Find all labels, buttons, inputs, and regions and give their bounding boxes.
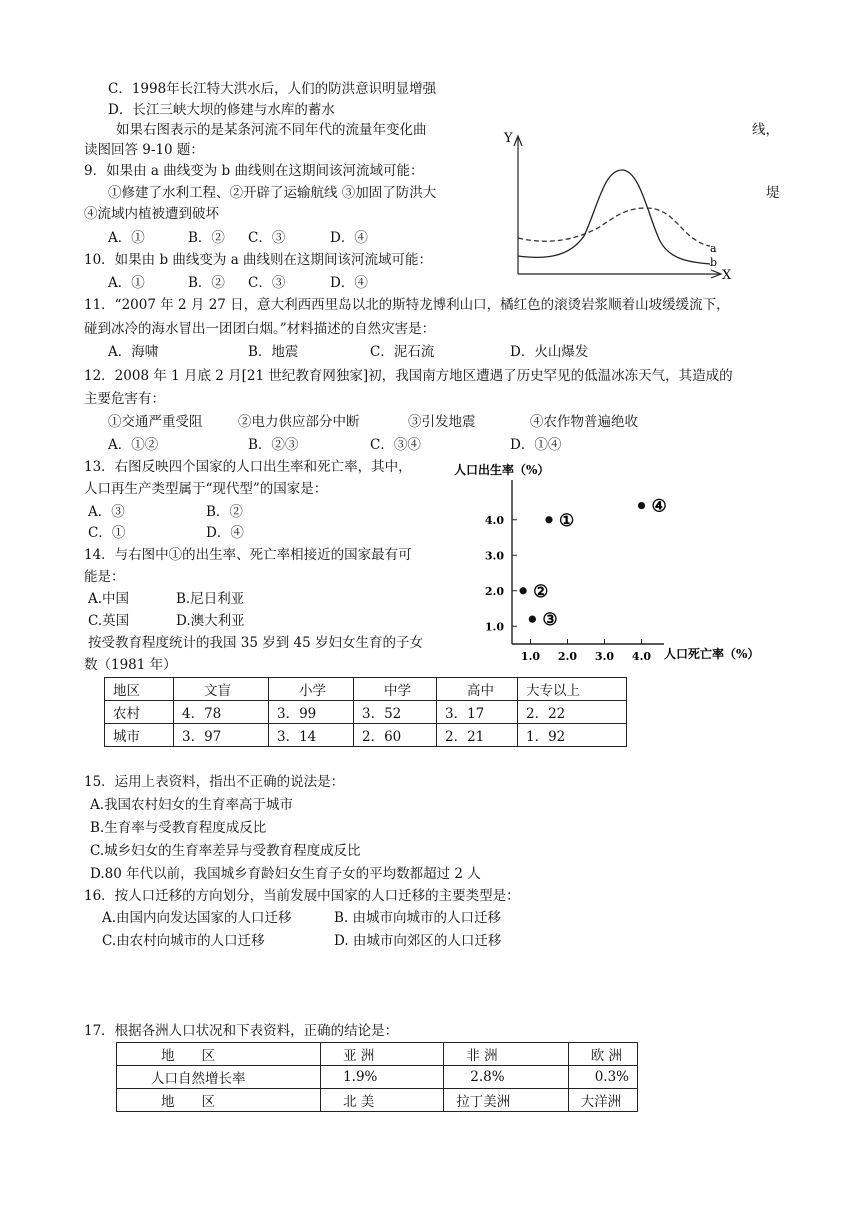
table-cell: 2.8% — [444, 1066, 568, 1089]
table-row — [117, 1043, 638, 1066]
data-point-label: ③ — [542, 610, 558, 631]
option: B．② — [206, 504, 243, 520]
question-14-options-row-2 — [88, 612, 245, 630]
table-cell: 拉丁美洲 — [444, 1089, 568, 1112]
data-point — [529, 616, 536, 623]
table-header-row — [105, 678, 627, 701]
curve-a — [518, 208, 710, 246]
y-axis-label: Y — [504, 131, 513, 146]
curve-b-label: b — [710, 256, 718, 269]
x-axis-label: X — [722, 268, 732, 283]
question-9-choices-4: ④流域内植被遭到破坏 — [84, 206, 219, 222]
table-cell: 3．99 — [269, 701, 354, 724]
data-point — [638, 502, 645, 509]
education-fertility-table — [104, 677, 627, 747]
continent-population-table — [116, 1042, 638, 1112]
table-cell: 3．52 — [354, 701, 437, 724]
table-cell: 2．21 — [437, 724, 518, 747]
intro-9-10: 如果右图表示的是某条河流不同年代的流量年变化曲 — [116, 122, 427, 138]
table-cell: 北 美 — [321, 1089, 444, 1112]
option: A.由国内向发达国家的人口迁移 — [102, 910, 292, 926]
table-cell: 人口自然增长率 — [117, 1066, 321, 1089]
flow-curve-chart — [498, 126, 738, 282]
x-tick-label: 4.0 — [631, 650, 652, 663]
question-14-options-row-1 — [88, 590, 244, 608]
table-cell: 1．92 — [518, 724, 627, 747]
question-9-choices: ①修建了水利工程、②开辟了运输航线 ③加固了防洪大 — [108, 185, 437, 201]
data-point — [545, 516, 552, 523]
option: A．①② — [108, 437, 159, 453]
question-9-options — [108, 229, 368, 247]
data-point — [520, 587, 527, 594]
option: B．地震 — [248, 344, 299, 360]
x-axis-title: 人口死亡率（%） — [664, 647, 760, 661]
question-13-options-row-1 — [88, 503, 243, 521]
question-10: 10．如果由 b 曲线变为 a 曲线则在这期间该河流域可能： — [84, 252, 433, 268]
option: B. 由城市向城市的人口迁移 — [334, 910, 502, 926]
question-15-option-d: D.80 年代以前，我国城乡育龄妇女生育子女的平均数都超过 2 人 — [90, 866, 481, 882]
option: B.尼日利亚 — [176, 591, 245, 607]
curve-b — [518, 170, 710, 264]
x-tick-label: 3.0 — [594, 650, 615, 663]
table-row — [117, 1066, 638, 1089]
table-header-cell: 地区 — [105, 678, 174, 701]
option: A.中国 — [88, 591, 130, 607]
option: D．④ — [330, 275, 368, 291]
x-tick-label: 1.0 — [520, 650, 541, 663]
option: C.由农村向城市的人口迁移 — [102, 933, 265, 949]
table-cell: 亚 洲 — [321, 1043, 444, 1066]
table-cell: 地 区 — [117, 1043, 321, 1066]
question-10-options — [108, 274, 368, 292]
question-11-line-1: 11．“2007 年 2 月 27 日，意大利西西里岛以北的斯特龙博利山口，橘红色的滚烫岩浆顺着山坡缓缓流下， — [84, 297, 730, 313]
table-1-title-line-2: 数（1981 年） — [84, 657, 177, 673]
y-tick-label: 1.0 — [484, 620, 504, 634]
table-cell: 3．97 — [174, 724, 269, 747]
question-12-choices — [108, 413, 638, 431]
question-17: 17．根据各洲人口状况和下表资料，正确的结论是： — [84, 1023, 399, 1039]
table-cell: 地 区 — [117, 1089, 321, 1112]
option-c-1998: C．1998年长江特大洪水后，人们的防洪意识明显增强 — [108, 81, 437, 97]
option: A．③ — [88, 504, 125, 520]
table-cell: 1.9% — [321, 1066, 444, 1089]
table-cell: 2．22 — [518, 701, 627, 724]
question-9: 9．如果由 a 曲线变为 b 曲线则在这期间该河流域可能： — [84, 163, 424, 179]
option: A．海啸 — [108, 344, 159, 360]
table-cell: 2．60 — [354, 724, 437, 747]
choice: ①交通严重受阻 — [108, 414, 203, 430]
question-12-line-1: 12．2008 年 1 月底 2 月[21 世纪教育网独家]初，我国南方地区遭遇了历史罕见的低温冰冻天气，其造成的 — [84, 368, 733, 384]
table-cell: 农村 — [105, 701, 174, 724]
table-header-cell: 高中 — [437, 678, 518, 701]
question-9-choices-end: 堤 — [766, 185, 780, 201]
table-cell: 欧 洲 — [568, 1043, 637, 1066]
question-13-line-1: 13．右图反映四个国家的人口出生率和死亡率，其中， — [84, 459, 412, 475]
option: B．②③ — [248, 437, 299, 453]
curve-a-label: a — [710, 242, 717, 255]
birth-death-rate-chart — [452, 458, 792, 668]
data-point-label: ② — [533, 581, 549, 602]
option: D．④ — [330, 230, 368, 246]
table-cell: 0.3% — [568, 1066, 637, 1089]
option: C．③ — [248, 230, 286, 246]
table-row — [105, 701, 627, 724]
question-15: 15．运用上表资料，指出不正确的说法是： — [84, 774, 345, 790]
table-header-cell: 小学 — [269, 678, 354, 701]
option: D.澳大利亚 — [176, 613, 245, 629]
option-d-sanxia: D．长江三峡大坝的修建与水库的蓄水 — [108, 102, 335, 118]
table-cell: 非 洲 — [444, 1043, 568, 1066]
table-cell: 3．14 — [269, 724, 354, 747]
question-16-options-row-1 — [102, 909, 501, 927]
question-11-options — [108, 343, 588, 361]
option: B．② — [188, 275, 225, 291]
table-row — [105, 724, 627, 747]
question-16-options-row-2 — [102, 932, 501, 950]
question-14-line-2: 能是： — [84, 569, 125, 585]
option: D．火山爆发 — [510, 344, 589, 360]
table-cell: 大洋洲 — [568, 1089, 637, 1112]
option: D．①④ — [510, 437, 562, 453]
question-12-line-2: 主要危害有： — [84, 391, 165, 407]
question-13-line-2: 人口再生产类型属于“现代型”的国家是： — [84, 481, 328, 497]
question-15-option-c: C.城乡妇女的生育率差异与受教育程度成反比 — [90, 843, 361, 859]
option: A．① — [108, 275, 145, 291]
table-header-cell: 大专以上 — [518, 678, 627, 701]
question-14-line-1: 14．与右图中①的出生率、死亡率相接近的国家最有可 — [84, 547, 412, 563]
question-16: 16．按人口迁移的方向划分，当前发展中国家的人口迁移的主要类型是： — [84, 888, 520, 904]
choice: ③引发地震 — [408, 414, 476, 430]
choice: ④农作物普遍绝收 — [530, 414, 638, 430]
option: B．② — [188, 230, 225, 246]
intro-9-10-end: 线， — [752, 122, 779, 138]
option: A．① — [108, 230, 145, 246]
table-row — [117, 1089, 638, 1112]
intro-9-10-read: 读图回答 9-10 题： — [84, 142, 204, 158]
option: D. 由城市向郊区的人口迁移 — [334, 933, 502, 949]
table-1-title-line-1: 按受教育程度统计的我国 35 岁到 45 岁妇女生育的子女 — [88, 635, 424, 651]
question-11-line-2: 碰到冰冷的海水冒出一团团白烟。”材料描述的自然灾害是： — [84, 321, 436, 337]
option: C．③④ — [370, 437, 421, 453]
option: C．③ — [248, 275, 286, 291]
y-tick-label: 4.0 — [484, 513, 504, 527]
x-tick-label: 2.0 — [557, 650, 578, 663]
question-15-option-a: A.我国农村妇女的生育率高于城市 — [90, 797, 294, 813]
table-header-cell: 中学 — [354, 678, 437, 701]
question-13-options-row-2 — [88, 524, 244, 542]
option: C．泥石流 — [370, 344, 435, 360]
data-point-label: ④ — [651, 496, 667, 517]
option: C．① — [88, 525, 126, 541]
question-12-options — [108, 436, 561, 454]
y-tick-label: 3.0 — [484, 549, 504, 563]
y-tick-label: 2.0 — [484, 584, 504, 598]
table-cell: 3．17 — [437, 701, 518, 724]
option: C.英国 — [88, 613, 130, 629]
option: D．④ — [206, 525, 244, 541]
choice: ②电力供应部分中断 — [238, 414, 360, 430]
question-15-option-b: B.生育率与受教育程度成反比 — [90, 820, 267, 836]
table-cell: 城市 — [105, 724, 174, 747]
table-cell: 4．78 — [174, 701, 269, 724]
table-header-cell: 文盲 — [174, 678, 269, 701]
y-axis-title: 人口出生率（%） — [454, 463, 550, 477]
data-point-label: ① — [559, 510, 575, 531]
